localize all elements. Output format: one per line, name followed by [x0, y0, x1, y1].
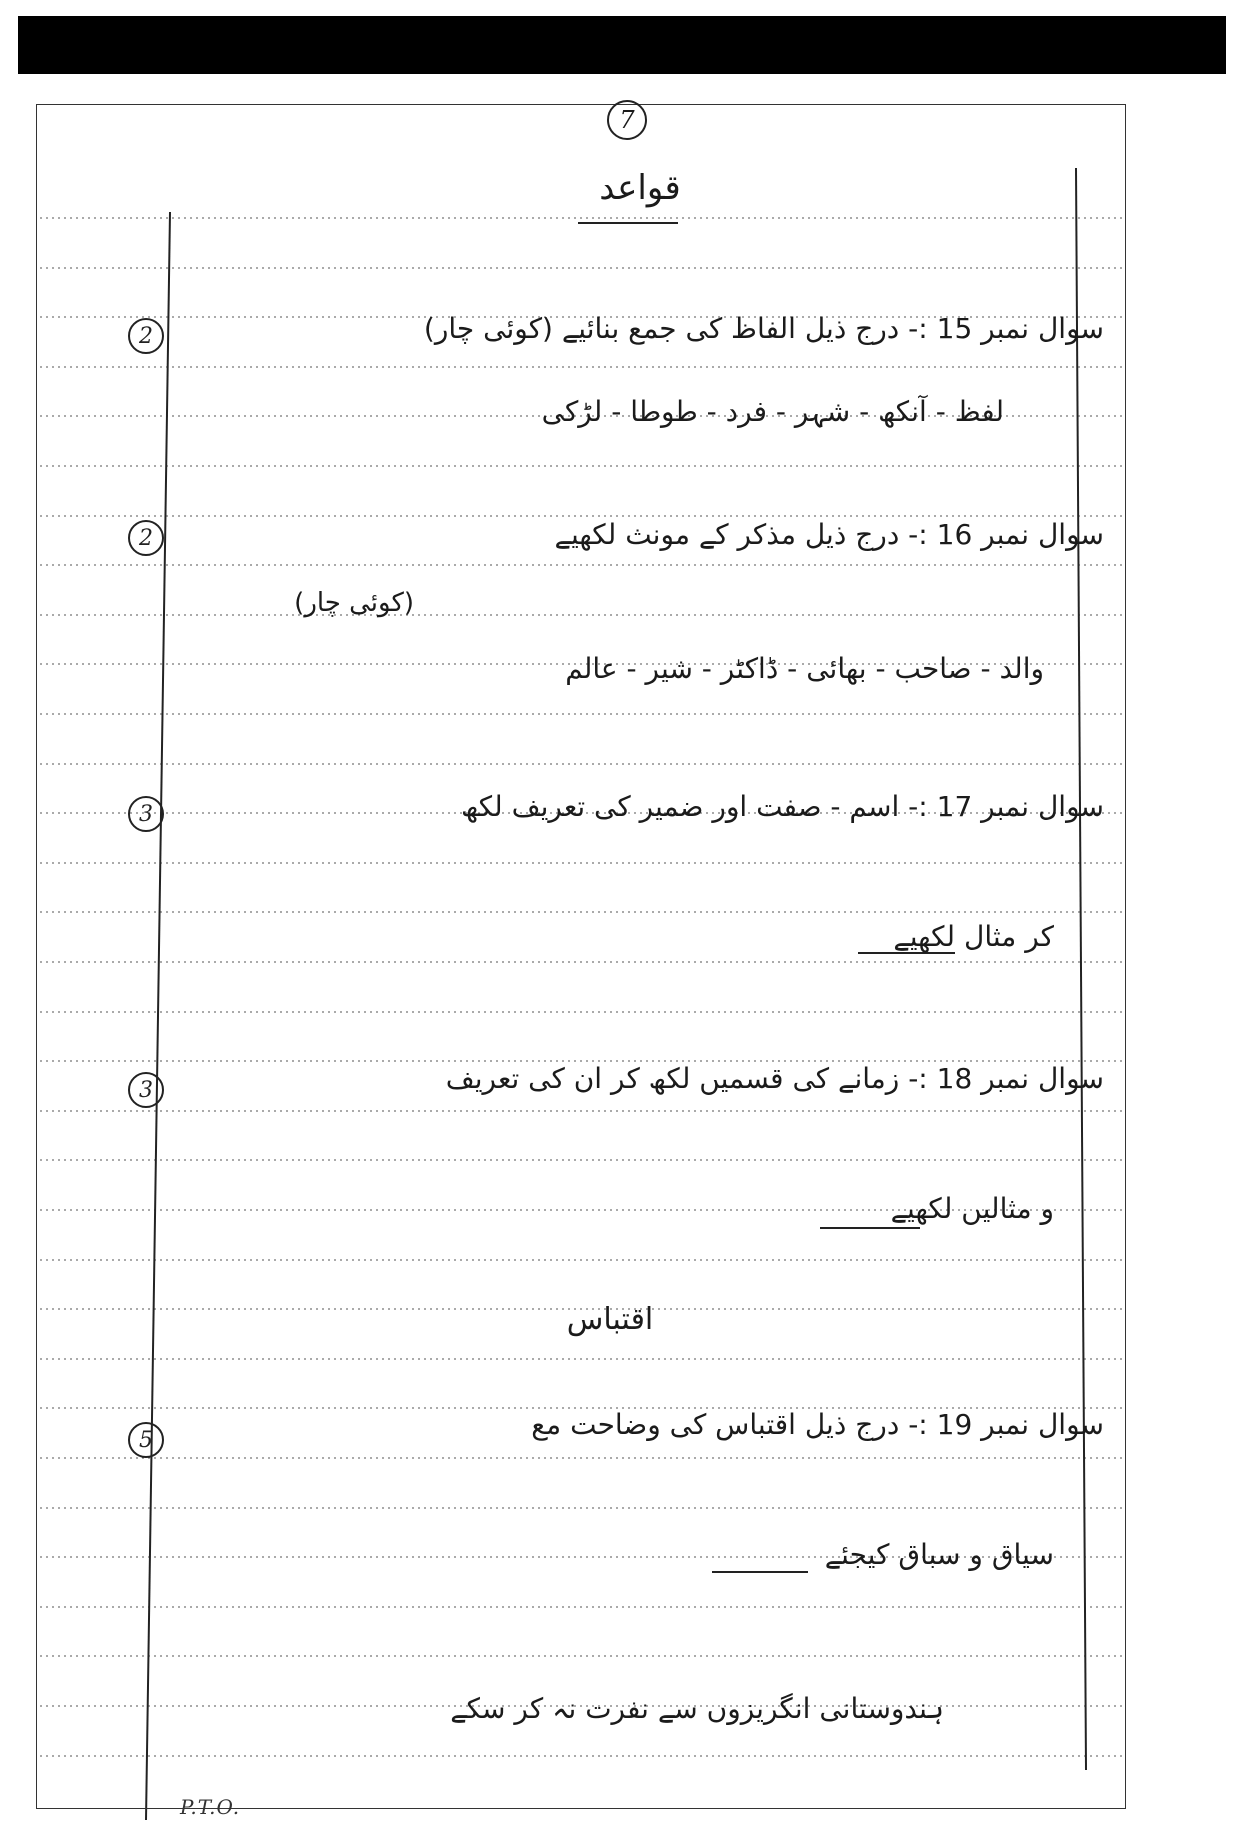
marks-badge-q17	[128, 796, 164, 832]
question-16-words: والد - صاحب - بھائی - ڈاکٹر - شیر - عالم	[565, 652, 1044, 685]
question-17-line-1: سوال نمبر 17 :- اسم - صفت اور ضمیر کی تعریف لکھ	[461, 790, 1104, 823]
question-15-line-1: سوال نمبر 15 :- درج ذیل الفاظ کی جمع بنائیے (کوئی چار)	[423, 312, 1104, 345]
marks-badge-q16	[128, 520, 164, 556]
marks-badge-q18	[128, 1072, 164, 1108]
question-19-line-2: سیاق و سباق کیجئے	[824, 1538, 1054, 1571]
marks-value: 5	[139, 1427, 153, 1453]
question-18-line-2: و مثالیں لکھیے	[890, 1192, 1054, 1225]
question-15-words: لفظ - آنکھ - شہر - فرد - طوطا - لڑکی	[541, 395, 1004, 428]
marks-badge-q19	[128, 1422, 164, 1458]
question-16-line-2: (کوئی چار)	[294, 588, 414, 618]
question-16-line-1: سوال نمبر 16 :- درج ذیل مذکر کے مونث لکھیے	[554, 518, 1104, 551]
passage-heading: اقتباس	[566, 1302, 654, 1337]
question-17-line-2: کر مثال لکھیے	[893, 920, 1054, 953]
title-underline	[578, 222, 678, 224]
question-18-line-1: سوال نمبر 18 :- زمانے کی قسمیں لکھ کر ان کی تعریف	[445, 1062, 1104, 1095]
section-title: قواعد	[599, 168, 681, 208]
page-footer-pto: P.T.O.	[180, 1795, 241, 1819]
question-19-line-1: سوال نمبر 19 :- درج ذیل اقتباس کی وضاحت مع	[531, 1408, 1104, 1441]
marks-value: 3	[139, 1077, 153, 1103]
passage-quote: ہندوستانی انگریزوں سے نفرت نہ کر سکے	[450, 1692, 944, 1725]
page-number-circle	[607, 100, 647, 140]
marks-value: 2	[139, 323, 153, 349]
page-number: 7	[619, 106, 635, 134]
marks-value: 2	[139, 525, 153, 551]
marks-badge-q15	[128, 318, 164, 354]
marks-value: 3	[139, 801, 153, 827]
